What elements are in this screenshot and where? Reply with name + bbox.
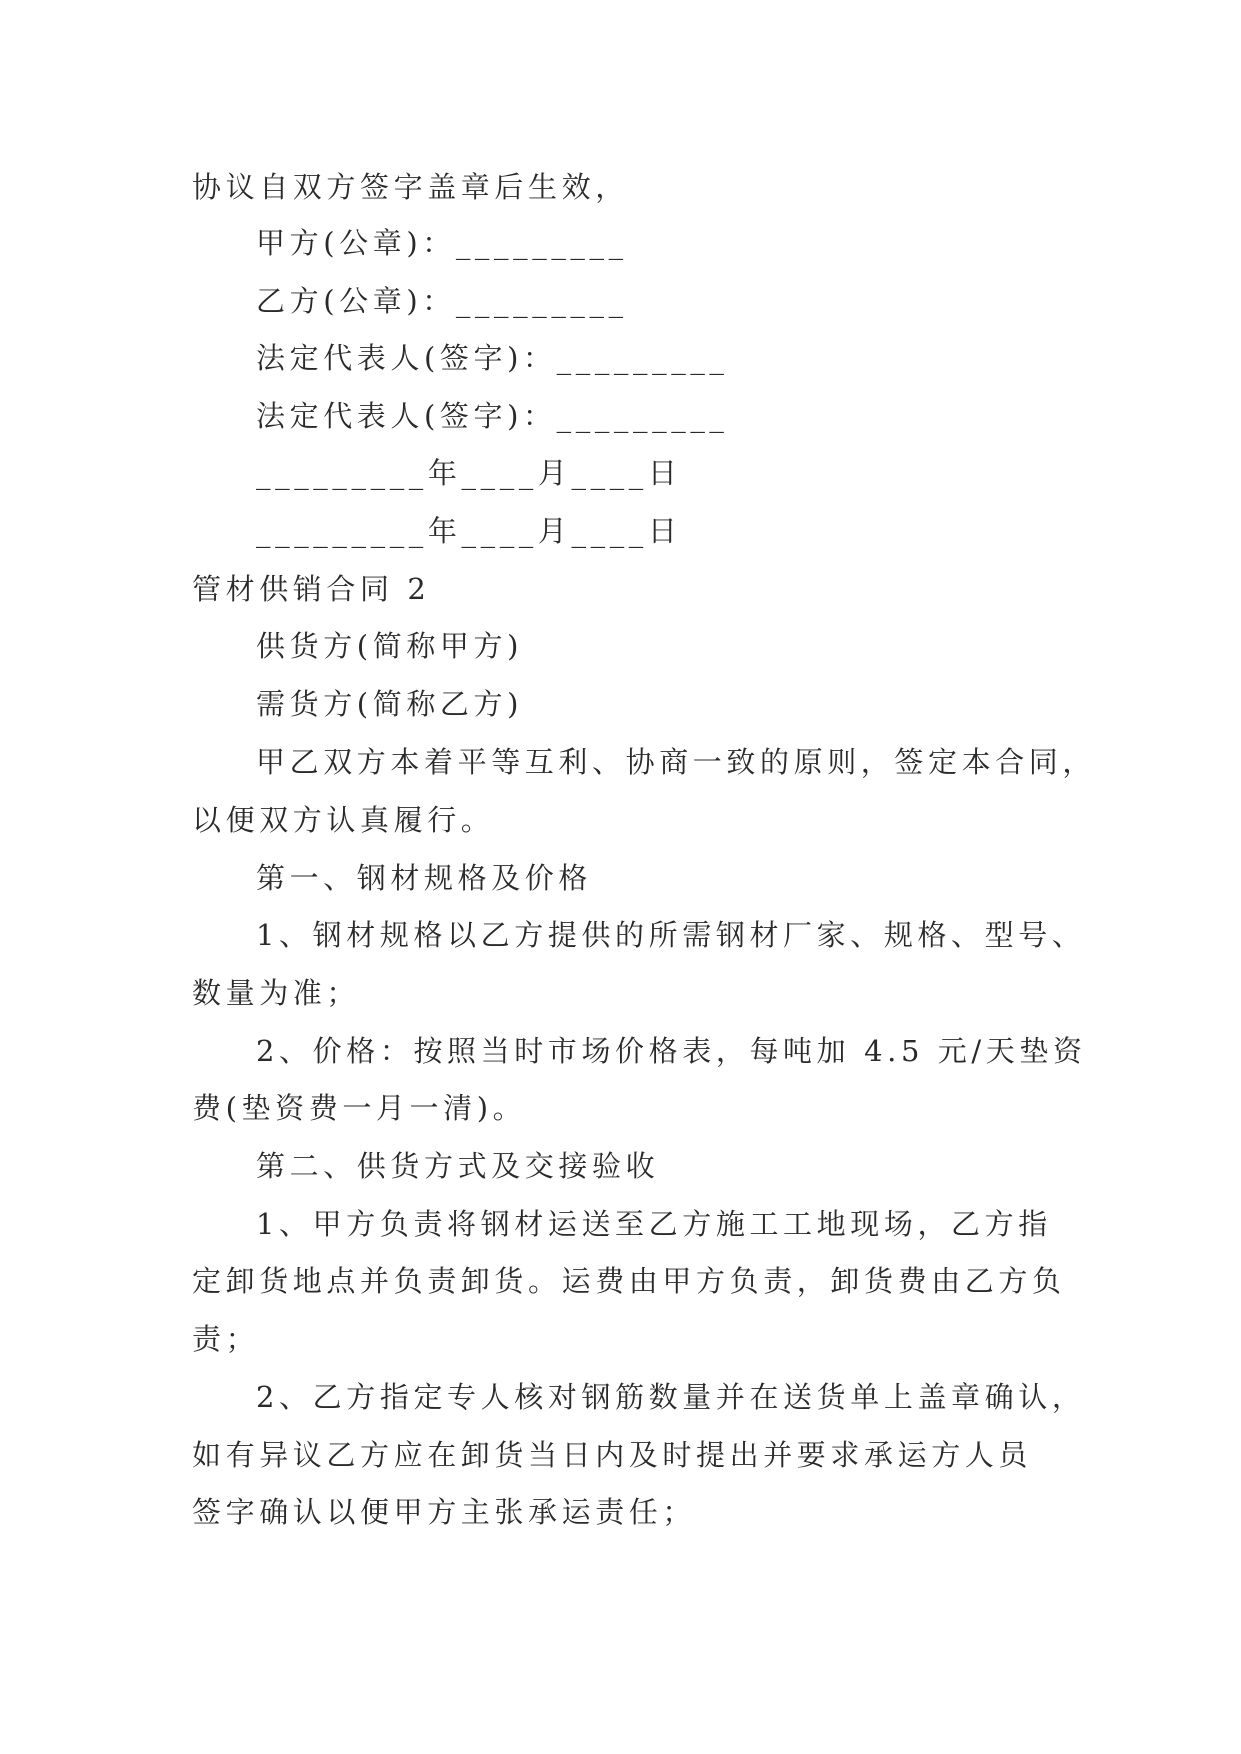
party-b-seal-line: 乙方(公章)：_________	[256, 284, 628, 318]
party-a-seal-line: 甲方(公章)：_________	[256, 226, 628, 260]
legal-rep-signature-line-1: 法定代表人(签字)：_________	[256, 341, 729, 375]
date-line-2: _________年____月____日	[256, 514, 682, 548]
clause-1-1-line-2: 数量为准；	[192, 976, 361, 1010]
supplier-line: 供货方(简称甲方)	[256, 629, 524, 663]
buyer-line: 需货方(简称乙方)	[256, 687, 524, 721]
clause-2-1-line-2: 定卸货地点并负责卸货。运费由甲方负责，卸货费由乙方负	[192, 1264, 1066, 1298]
clause-1-1-line-1: 1、钢材规格以乙方提供的所需钢材厂家、规格、型号、	[256, 918, 1086, 952]
clause-1-2-line-1: 2、价格：按照当时市场价格表，每吨加 4.5 元/天垫资	[256, 1034, 1087, 1068]
clause-1-2-line-2: 费(垫资费一月一清)。	[192, 1091, 527, 1125]
clause-2-2-line-3: 签字确认以便甲方主张承运责任；	[192, 1495, 697, 1529]
clause-2-2-line-2: 如有异议乙方应在卸货当日内及时提出并要求承运方人员	[192, 1438, 1033, 1472]
contract-title: 管材供销合同 2	[192, 572, 431, 606]
clause-2-2-line-1: 2、乙方指定专人核对钢筋数量并在送货单上盖章确认，	[256, 1380, 1086, 1414]
effective-clause: 协议自双方签字盖章后生效，	[192, 170, 629, 204]
section-2-heading: 第二、供货方式及交接验收	[256, 1149, 660, 1183]
clause-2-1-line-3: 责；	[192, 1322, 260, 1356]
date-line-1: _________年____月____日	[256, 456, 682, 490]
clause-2-1-line-1: 1、甲方负责将钢材运送至乙方施工工地现场，乙方指	[256, 1207, 1052, 1241]
preamble-line-2: 以便双方认真履行。	[192, 803, 495, 837]
legal-rep-signature-line-2: 法定代表人(签字)：_________	[256, 399, 729, 433]
section-1-heading: 第一、钢材规格及价格	[256, 861, 593, 895]
preamble-line-1: 甲乙双方本着平等互利、协商一致的原则，签定本合同，	[256, 745, 1097, 779]
